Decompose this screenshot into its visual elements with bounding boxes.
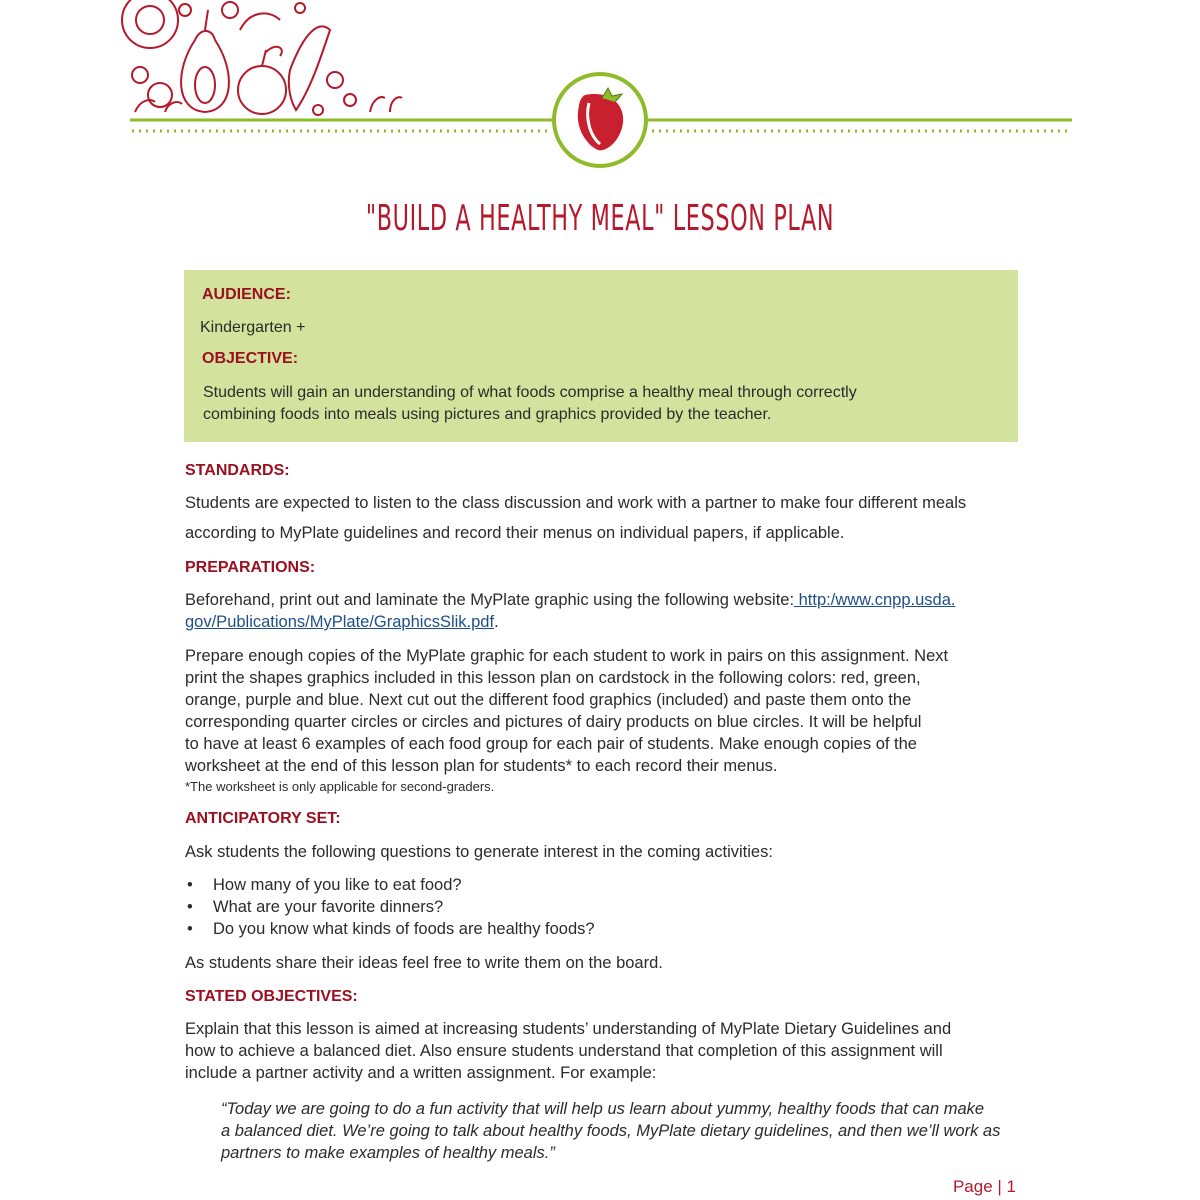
- example-quote-line-1: “Today we are going to do a fun activity that will help us learn about yummy, healthy foods that can make: [221, 1100, 985, 1118]
- stated-objectives-line-1: Explain that this lesson is aimed at increasing students’ understanding of MyPlate Dietary Guidelines and: [185, 1020, 952, 1038]
- standards-line-2: according to MyPlate guidelines and record their menus on individual papers, if applicable.: [185, 524, 845, 542]
- graphics-link-part-2[interactable]: gov/Publications/MyPlate/GraphicsSlik.pdf: [185, 613, 495, 631]
- bullet-icon: •: [187, 876, 193, 894]
- preparations-para-line-3: orange, purple and blue. Next cut out the different food graphics (included) and paste them onto the: [185, 691, 912, 709]
- stated-objectives-line-3: include a partner activity and a written assignment. For example:: [185, 1064, 657, 1082]
- question-list: [185, 874, 595, 940]
- page-title: "BUILD A HEALTHY MEAL" LESSON PLAN: [365, 198, 835, 239]
- list-item: [185, 918, 595, 940]
- preparations-intro-line: [185, 591, 1025, 610]
- example-quote-line-3: partners to make examples of healthy meals.”: [221, 1144, 555, 1162]
- link-period: .: [494, 613, 499, 631]
- audience-text: Kindergarten +: [200, 319, 306, 336]
- objective-label: OBJECTIVE:: [202, 350, 299, 367]
- question-text: How many of you like to eat food?: [213, 876, 462, 894]
- bullet-icon: •: [187, 898, 193, 916]
- anticipatory-heading: ANTICIPATORY SET:: [185, 810, 341, 827]
- stated-objectives-heading: STATED OBJECTIVES:: [185, 988, 358, 1005]
- standards-line-1: Students are expected to listen to the class discussion and work with a partner to make four different meals: [185, 494, 967, 512]
- fruit-doodles-icon: [122, 0, 402, 115]
- question-text: Do you know what kinds of foods are healthy foods?: [213, 920, 595, 938]
- audience-label: AUDIENCE:: [202, 286, 291, 303]
- strawberry-logo-icon: [554, 74, 646, 166]
- audience-objective-box: [184, 270, 1018, 442]
- preparations-para-line-2: print the shapes graphics included in this lesson plan on cardstock in the following colors: red, green,: [185, 669, 921, 687]
- preparations-heading: PREPARATIONS:: [185, 559, 316, 576]
- graphics-link-part-1[interactable]: http:/www.cnpp.usda.: [794, 591, 956, 609]
- header-fruit-illustration: [0, 0, 1200, 180]
- objective-text-line-1: Students will gain an understanding of what foods comprise a healthy meal through correctly: [203, 384, 857, 401]
- preparations-para-line-6: worksheet at the end of this lesson plan for students* to each record their menus.: [185, 757, 778, 775]
- bullet-icon: •: [187, 920, 193, 938]
- preparations-para-line-4: corresponding quarter circles or circles and pictures of dairy products on blue circles. It will be helpful: [185, 713, 922, 731]
- preparations-intro: Beforehand, print out and laminate the MyPlate graphic using the following website:: [185, 591, 795, 609]
- question-text: What are your favorite dinners?: [213, 898, 444, 916]
- list-item: [185, 874, 595, 896]
- objective-text-line-2: combining foods into meals using pictures and graphics provided by the teacher.: [203, 406, 772, 423]
- worksheet-footnote: *The worksheet is only applicable for second-graders.: [185, 779, 495, 794]
- anticipatory-intro: Ask students the following questions to generate interest in the coming activities:: [185, 843, 773, 861]
- stated-objectives-line-2: how to achieve a balanced diet. Also ensure students understand that completion of this assignment will: [185, 1042, 943, 1060]
- anticipatory-outro: As students share their ideas feel free to write them on the board.: [185, 954, 663, 972]
- list-item: [185, 896, 595, 918]
- preparations-link-line: [185, 613, 1025, 632]
- example-quote-line-2: a balanced diet. We’re going to talk about healthy foods, MyPlate dietary guidelines, and then we’ll work as: [221, 1122, 1001, 1140]
- preparations-para-line-5: to have at least 6 examples of each food group for each pair of students. Make enough copies of the: [185, 735, 917, 753]
- preparations-para-line-1: Prepare enough copies of the MyPlate graphic for each student to work in pairs on this assignment. Next: [185, 647, 949, 665]
- page-number: Page | 1: [952, 1177, 1016, 1196]
- standards-heading: STANDARDS:: [185, 462, 290, 479]
